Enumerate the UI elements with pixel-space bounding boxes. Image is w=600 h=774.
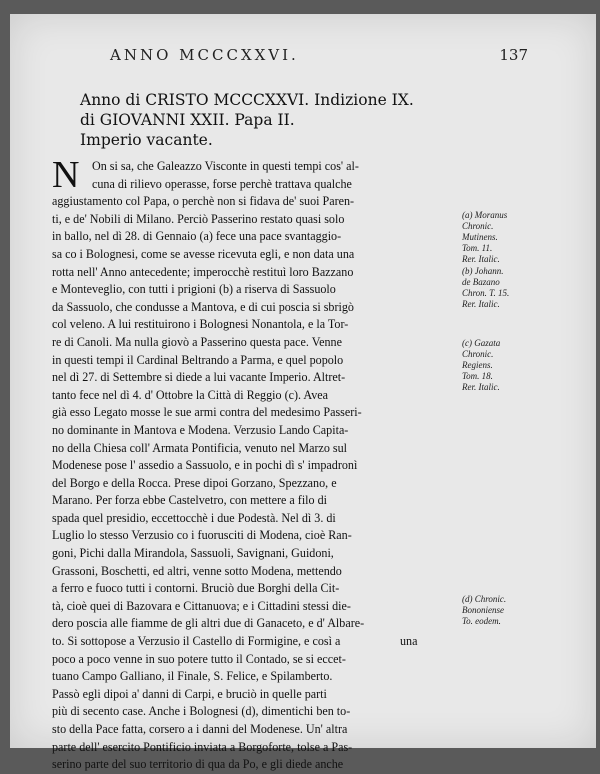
text-line: cuna di rilievo operasse, forse perchè trattava qualche [92,176,352,191]
page-number: 137 [499,46,528,64]
margin-note: Rer. Italic. [462,254,500,264]
text-line: in ballo, nel dì 28. di Gennaio (a) fece una pace svantaggio- [52,229,342,244]
margin-note: Rer. Italic. [462,299,500,309]
drop-cap: N [52,154,80,196]
text-line: Modenese pose l' assedio a Sassuolo, e in pochi dì s' impadronì [52,458,358,473]
margin-note: To. eodem. [462,616,501,626]
catchword: una [400,634,418,648]
body-text [52,154,448,774]
margin-note: de Bazano [462,277,500,287]
heading-line: di GIOVANNI XXII. Papa II. [80,111,295,129]
text-line: sa co i Bolognesi, come se avesse ricevuta egli, e non data una [52,246,355,261]
margin-note: Bononiense [462,605,504,615]
text-line: aggiustamento col Papa, o perchè non si fidava de' suoi Paren- [52,194,355,209]
text-line: spada quel presidio, eccettocchè i due Podestà. Nel dì 3. di [52,510,336,525]
text-line: in questi tempi il Cardinal Beltrando a Parma, e quel popolo [52,352,344,367]
text-line: rotta nell' Anno antecedente; imperocchè restituì loro Bazzano [52,264,354,279]
text-line: Luglio lo stesso Verzusio co i fuorusciti di Modena, cioè Ran- [52,528,352,543]
text-line: ti, e de' Nobili di Milano. Perciò Passerino restato quasi solo [52,211,345,226]
text-line: dero poscia alle fiamme de gli altri due di Ganaceto, e d' Albare- [52,616,365,631]
text-line: tà, cioè quei di Bazovara e Cittanuova; e i Cittadini stessi die- [52,598,351,613]
text-line: più di secento case. Anche i Bolognesi (d), dimentichi ben to- [52,704,351,719]
margin-note: Tom. 11. [462,243,493,253]
text-line: nel dì 27. di Settembre si diede a lui vacante Imperio. Altret- [52,370,346,385]
text-line: poco a poco venne in suo potere tutto il Contado, se si eccet- [52,651,346,666]
text-line: tanto fece nel dì 4. d' Ottobre la Città di Reggio (c). Avea [52,387,328,402]
margin-note: (d) Chronic. [462,594,507,604]
text-line: parte dell' esercito Pontificio inviata a Borgoforte, tolse a Pas- [52,739,353,754]
book-page [10,14,596,772]
heading-line: Imperio vacante. [80,131,213,149]
margin-note: Regiens. [462,360,493,370]
text-line: goni, Pichi dalla Mirandola, Sassuoli, Savignani, Guidoni, [52,546,334,561]
text-line: no della Chiesa coll' Armata Pontificia, venuto nel Marzo sul [52,440,348,455]
page-header [10,46,596,70]
text-line: Passò egli dipoi a' danni di Carpi, e bruciò in quelle parti [52,686,327,701]
text-line: tuano Campo Galliano, il Finale, S. Felice, e Spilamberto. [52,669,333,684]
text-line: Grassoni, Boschetti, ed altri, venne sotto Modena, mettendo [52,563,342,578]
margin-note: Mutinens. [462,232,498,242]
margin-note: Chron. T. 15. [462,288,510,298]
margin-note: (b) Johann. [462,266,504,276]
chapter-heading [80,90,414,150]
text-line: Marano. Per forza ebbe Castelvetro, con mettere a filo di [52,493,328,508]
text-line: serino parte del suo territorio di qua da Po, e gli diede anche [52,757,344,772]
text-line: no dominante in Mantova e Modena. Verzusio Lando Capita- [52,422,349,437]
text-line: to. Si sottopose a Verzusio il Castello di Formigine, e così a [52,634,341,649]
text-line: e Monteveglio, con tutti i prigioni (b) a riserva di Sassuolo [52,282,336,297]
text-line: già esso Legato mosse le sue armi contra del medesimo Passeri- [52,405,362,420]
text-line: a ferro e fuoco tutti i contorni. Bruciò due Borghi della Cit- [52,581,340,596]
text-line: da Sassuolo, che condusse a Mantova, e di cui poscia si sbrigò [52,299,354,314]
margin-note: Chronic. [462,221,494,231]
text-line: On si sa, che Galeazzo Visconte in questi tempi cos' al- [92,159,359,173]
margin-note: Tom. 18. [462,371,493,381]
margin-note: Chronic. [462,349,494,359]
running-title: ANNO MCCCXXVI. [110,46,299,64]
text-line: sto della Pace fatta, corsero a i danni del Modenese. Un' altra [52,722,348,736]
margin-note: Rer. Italic. [462,382,500,392]
text-line: re di Canoli. Ma nulla giovò a Passerino questa pace. Venne [52,334,342,349]
margin-note: (c) Gazata [462,338,501,348]
text-line: del Borgo e della Rocca. Prese dipoi Gorzano, Spezzano, e [52,475,337,490]
heading-line: Anno di CRISTO MCCCXXVI. Indizione IX. [80,91,414,109]
text-line: col veleno. A lui restituirono i Bolognesi Nonantola, e la Tor- [52,317,349,332]
margin-note: (a) Moranus [462,210,508,220]
